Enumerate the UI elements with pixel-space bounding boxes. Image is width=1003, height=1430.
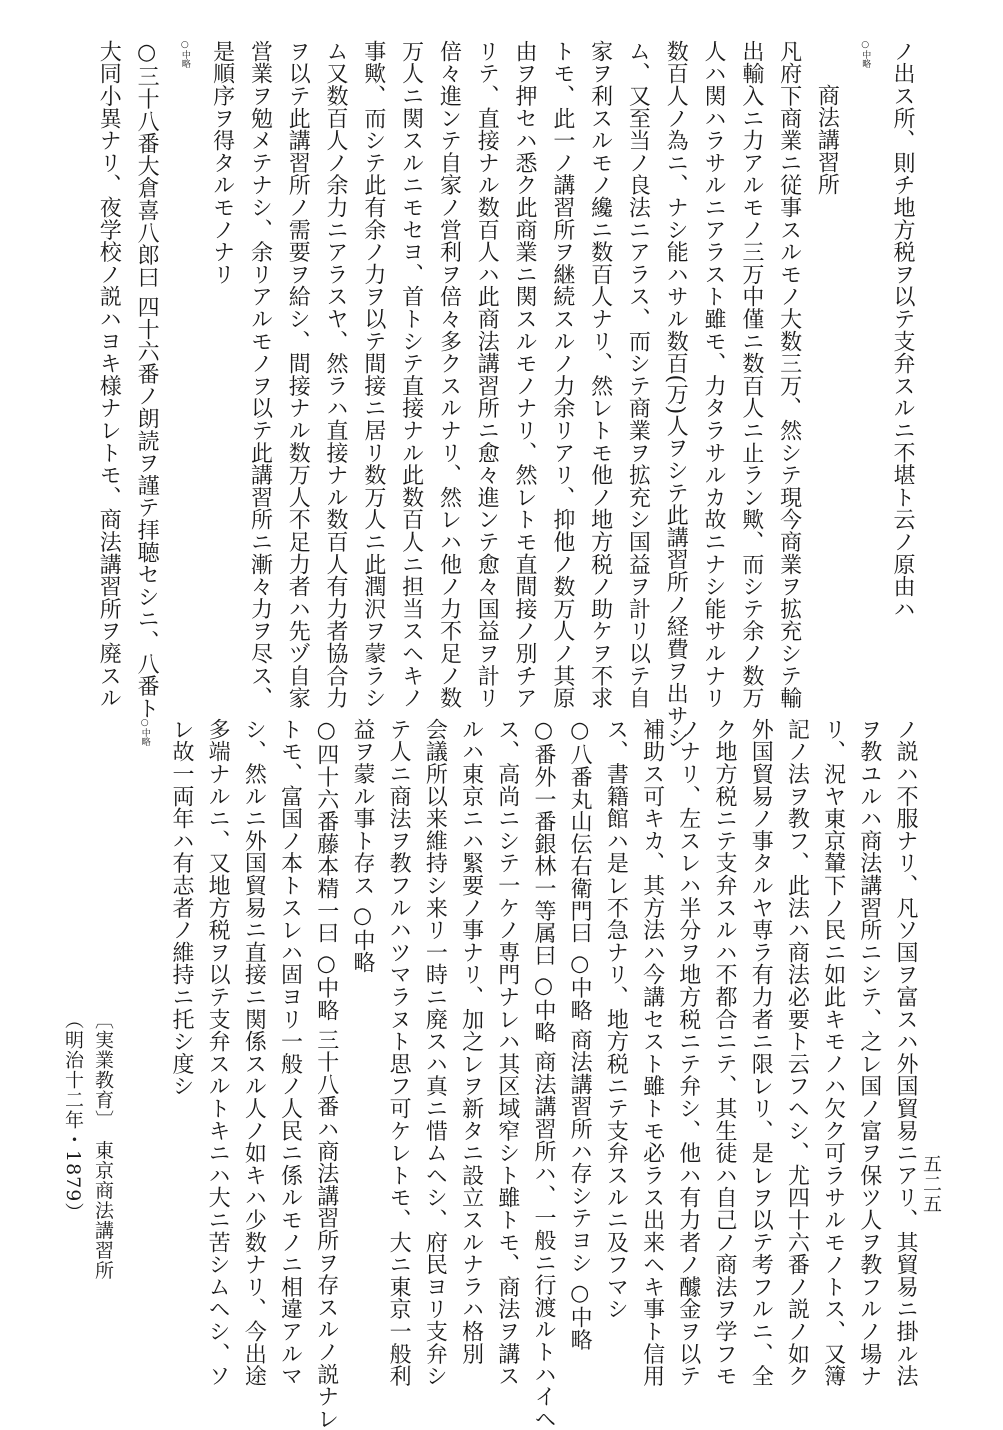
text-column: ノナリ、左スレハ半分ヲ地方税ニテ弁シ、他ハ有力者ノ醵金ヲ以テ (675, 718, 701, 1387)
text-column: 倍々進ンテ自家ノ営利ヲ倍々多クスルナリ、然レハ他ノ力不足ノ数 (436, 40, 462, 709)
section-heading: 商法講習所 (814, 84, 840, 196)
text-column: 益ヲ蒙ル事ト存ス ○中略 (349, 718, 375, 974)
text-column: ク地方税ニテ支弁スルハ不都合ニテ、其生徒ハ自己ノ商法ヲ学フモ (711, 718, 737, 1387)
text-column: ム又数百人ノ余力ニアラスヤ、然ラハ直接ナル数百人有力者協合力 (323, 40, 349, 709)
text-column: ス、高尚ニシテ一ケノ専門ナレハ其区域窄シト雖トモ、商法ヲ講ス (494, 718, 520, 1387)
text-column: 出輸入ニ力アルモノ三万中僅ニ数百人ニ止ラン歟、而シテ余ノ数万 (738, 40, 764, 709)
page-number: 五二五 (920, 1154, 942, 1214)
text-column: 凡府下商業ニ従事スルモノ大数三万、然シテ現今商業ヲ拡充シテ輸 (776, 40, 802, 709)
text-column: 由ヲ押セハ悉ク此商業ニ関スルモノナリ、然レトモ直間接ノ別チア (512, 40, 538, 709)
text-column: ス、書籍館ハ是レ不急ナリ、地方税ニテ支弁スルニ及フマシ (603, 718, 629, 1321)
lower-text-block (127, 718, 923, 1430)
speaker-column: ○八番丸山伝右衛門曰 ○中略 商法講習所ハ存シテヨシ ○中略 (567, 718, 593, 1351)
text-column: リテ、直接ナル数百人ハ此商法講習所ニ愈々進ンテ愈々国益ヲ計リ (474, 40, 500, 709)
text-column: 記ノ法ヲ教フ、此法ハ商法必要ト云フヘシ、尤四十六番ノ説ノ如ク (784, 718, 810, 1387)
text-column: ルハ東京ニハ緊要ノ事ナリ、加之レヲ新タニ設立スルナラハ格別 (458, 718, 484, 1365)
text-column: ヲ以テ此講習所ノ需要ヲ給シ、間接ナル数万人不足力者ハ先ヅ自家 (285, 40, 311, 709)
text-column: ノ説ハ不服ナリ、凡ソ国ヲ富スハ外国貿易ニアリ、其貿易ニ掛ル法 (893, 718, 918, 1387)
text-column: 外国貿易ノ事タルヤ専ラ有力者ニ限レリ、是レヲ以テ考フルニ、全 (748, 718, 774, 1387)
speaker-column: ○三十八番大倉喜八郎曰 四十六番ノ朗読ヲ謹テ拝聴セシニ、八番ト (134, 40, 160, 720)
text-column: トモ、此一ノ講習所ヲ継続スルノ力余リアリ、抑他ノ数万人ノ其原 (549, 40, 575, 709)
speaker-column: ○番外一番銀林一等属曰 ○中略 商法講習所ハ、一般ニ行渡ルトハイヘ (530, 718, 556, 1430)
text-column: 家ヲ利スルモノ纔ニ数百人ナリ、然レトモ他ノ地方税ノ助ケヲ不求 (587, 40, 613, 709)
text-column: リ、況ヤ東京輦下ノ民ニ如此キモノハ欠ク可ラサルモノトス、又簿 (820, 718, 846, 1387)
text-column: 多端ナルニ、又地方税ヲ以テ支弁スルトキニハ大ニ苦シムヘシ、ソ (205, 718, 231, 1387)
text-column: テ人ニ商法ヲ教フルハツマラヌト思フ可ケレトモ、大ニ東京一般利 (386, 718, 412, 1387)
text-column: レ故一両年ハ有志者ノ維持ニ托シ度シ (168, 718, 194, 1098)
text-column: 万人ニ関スルニモセヨ、首トシテ直接ナル此数百人ニ担当スヘキノ (398, 40, 424, 709)
text-column: 事歟、而シテ此有余ノ力ヲ以テ間接ニ居リ数万人ニ此潤沢ヲ蒙ラシ (360, 40, 386, 709)
text-column: ム、又至当ノ良法ニアラス、而シテ商業ヲ拡充シ国益ヲ計リ以テ自 (625, 40, 651, 709)
text-column: 会議所以来維持シ来リ一時ニ廃スハ真ニ惜ムヘシ、府民ヨリ支弁シ (422, 718, 448, 1387)
omission-mark: ○中略 (860, 40, 871, 68)
text-column: シ、然ルニ外国貿易ニ直接ニ関係スル人ノ如キハ少数ナリ、今出途 (241, 718, 267, 1387)
upper-text-block (89, 40, 921, 750)
text-column: 大同小異ナリ、夜学校ノ説ハヨキ様ナレトモ、商法講習所ヲ廃スル (96, 40, 122, 709)
footer-period: （明治十二年・1879） (62, 1010, 84, 1223)
omission-mark: ○中略 (139, 718, 150, 746)
text-column: トモ、富国ノ本トスレハ固ヨリ一般ノ人民ニ係ルモノニ相違アルマ (277, 718, 303, 1387)
text-column: 人ハ関ハラサルニアラスト雖モ、力タラサルカ故ニナシ能サルナリ (701, 40, 727, 709)
text-column: ノ出ス所、則チ地方税ヲ以テ支弁スルニ不堪ト云ノ原由ハ (890, 40, 915, 620)
text-column: 補助ス可キカ、其方法ハ今講セスト雖トモ必ラス出来ヘキ事ト信用 (639, 718, 665, 1387)
text-column: 是順序ヲ得タルモノナリ (209, 40, 235, 286)
source-footer (28, 1010, 118, 1340)
speaker-column: ○四十六番藤本精一曰 ○中略 三十八番ハ商法講習所ヲ存スルノ説ナレ (313, 718, 339, 1430)
omission-mark: ○中略 (179, 40, 190, 68)
text-column: 数百人ノ為ニ、ナシ能ハサル数百(万)人ヲシテ此講習所ノ経費ヲ出サシ (663, 40, 689, 750)
text-column: 営業ヲ勉メテナシ、余リアルモノヲ以テ此講習所ニ漸々力ヲ尽ス、 (247, 40, 273, 709)
text-column: ヲ教ユルハ商法講習所ニシテ、之レ国ノ富ヲ保ツ人ヲ教フルノ場ナ (856, 718, 882, 1387)
footer-source: 〔実業教育〕 東京商法講習所 (92, 1010, 114, 1281)
